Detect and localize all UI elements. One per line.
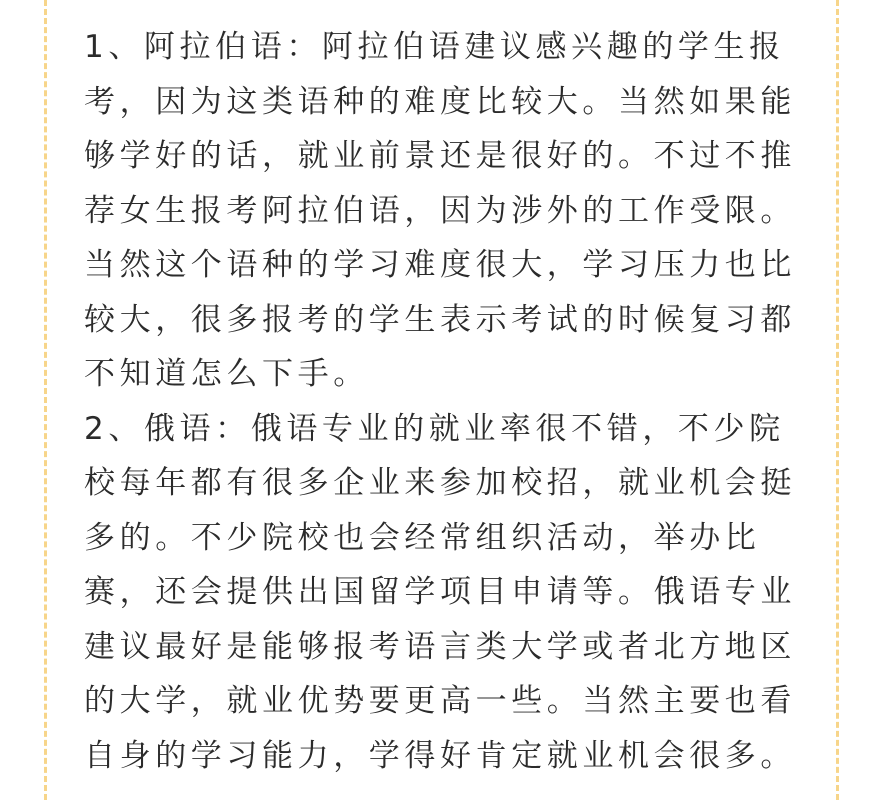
paragraph-arabic: 1、阿拉伯语：阿拉伯语建议感兴趣的学生报考，因为这类语种的难度比较大。当然如果能够学好的话，就业前景还是很好的。不过不推荐女生报考阿拉伯语，因为涉外的工作受限。当然这个语种的学习难度很大，学习压力也比较大，很多报考的学生表示考试的时候复习都不知道怎么下手。 (84, 29, 796, 392)
right-dashed-border (836, 0, 839, 800)
left-dashed-border (44, 0, 47, 800)
paragraph-russian: 2、俄语：俄语专业的就业率很不错，不少院校每年都有很多企业来参加校招，就业机会挺多的。不少院校也会经常组织活动，举办比赛，还会提供出国留学项目申请等。俄语专业建议最好是能够报考语言类大学或者北方地区的大学，就业优势要更高一些。当然主要也看自身的学习能力，学得好肯定就业机会很多。 (84, 410, 796, 774)
article-body (84, 20, 804, 783)
